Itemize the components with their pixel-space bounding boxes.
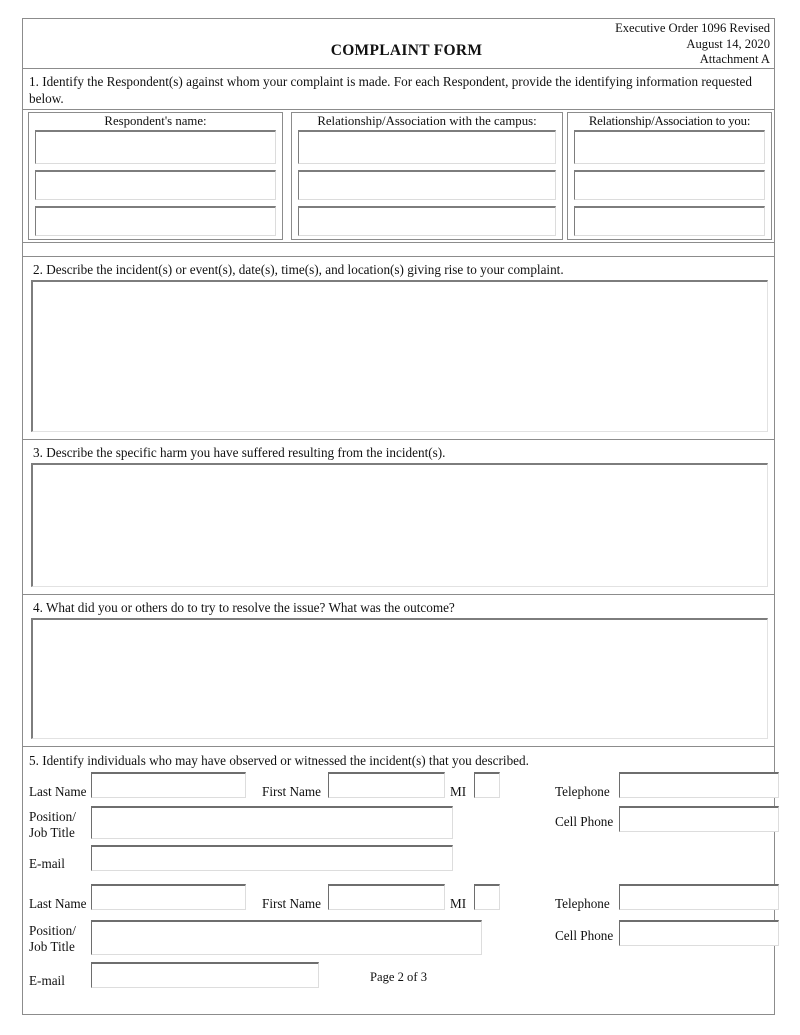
witness-2-first-name-label: First Name [262, 896, 321, 911]
campus-relationship-input-3[interactable] [298, 206, 556, 236]
witness-2-telephone-input[interactable] [619, 884, 779, 910]
witness-1-position-input[interactable] [91, 806, 453, 839]
witness-1-mi-input[interactable] [474, 772, 500, 798]
your-relationship-header-label: Relationship/Association to you: [588, 114, 751, 128]
witness-2-telephone-label: Telephone [555, 896, 610, 911]
witness-1-cell-phone-input[interactable] [619, 806, 779, 832]
respondent-column-your-relationship [567, 112, 772, 240]
witness-1-telephone-input[interactable] [619, 772, 779, 798]
question-3-text: 3. Describe the specific harm you have suffered resulting from the incident(s). [33, 445, 446, 460]
footer-page-number: Page 2 of 3 [369, 970, 427, 984]
page-title: COMPLAINT FORM [330, 42, 483, 59]
witness-1-cell-phone-label: Cell Phone [555, 814, 614, 829]
question-2-answer-input[interactable] [31, 280, 768, 432]
respondent-column-campus-relationship [291, 112, 563, 240]
witness-2-last-name-input[interactable] [91, 884, 246, 910]
witness-1-first-name-input[interactable] [328, 772, 445, 798]
respondent-name-header [29, 113, 282, 129]
witness-2-position-label-line1: Position/ [29, 923, 76, 938]
campus-relationship-header [292, 113, 562, 129]
witness-1-telephone-label: Telephone [555, 784, 610, 799]
witness-2-position-label [29, 923, 76, 955]
section-divider-1 [23, 243, 774, 257]
your-relationship-input-1[interactable] [574, 130, 765, 164]
header-line-attachment: Attachment A [699, 52, 770, 67]
respondent-column-name [28, 112, 283, 240]
question-2-band [23, 257, 774, 440]
question-3-answer-input[interactable] [31, 463, 768, 587]
witness-2-name-row [23, 883, 774, 918]
witness-1-email-row [23, 845, 774, 883]
question-4-answer-input[interactable] [31, 618, 768, 739]
witness-1-first-name-label: First Name [262, 784, 321, 799]
your-relationship-header [568, 113, 771, 129]
document-page [22, 18, 775, 1015]
question-5-band [23, 747, 774, 1000]
witness-2-last-name-label: Last Name [29, 896, 87, 911]
your-relationship-input-2[interactable] [574, 170, 765, 200]
question-1-text: 1. Identify the Respondent(s) against whom your complaint is made. For each Respondent, provide the identifying information requested below. [29, 74, 752, 106]
respondent-grid [23, 110, 774, 242]
witness-2-email-label: E-mail [29, 973, 65, 988]
question-4-text: 4. What did you or others do to try to resolve the issue? What was the outcome? [33, 600, 455, 615]
header-metadata [615, 21, 770, 68]
witness-1-mi-label: MI [450, 784, 467, 799]
witness-1-position-row [23, 805, 774, 845]
witness-1-position-label [29, 809, 76, 841]
respondent-name-input-2[interactable] [35, 170, 276, 200]
question-1-answer-band [23, 110, 774, 243]
witness-2-first-name-input[interactable] [328, 884, 445, 910]
witness-1-position-label-line2: Job Title [29, 825, 75, 840]
witness-1-last-name-input[interactable] [91, 772, 246, 798]
witness-2-position-input[interactable] [91, 920, 482, 955]
witness-2-position-label-line2: Job Title [29, 939, 75, 954]
header-line-executive-order: Executive Order 1096 Revised [615, 21, 770, 35]
campus-relationship-input-2[interactable] [298, 170, 556, 200]
campus-relationship-input-1[interactable] [298, 130, 556, 164]
witness-2-cell-phone-input[interactable] [619, 920, 779, 946]
document-header [23, 19, 774, 69]
question-1-prompt-band [23, 69, 774, 110]
respondent-name-header-label: Respondent's name: [104, 114, 207, 128]
witness-1-email-label: E-mail [29, 856, 65, 871]
witness-2-position-row [23, 918, 774, 960]
question-4-band [23, 595, 774, 747]
question-2-text: 2. Describe the incident(s) or event(s), date(s), time(s), and location(s) giving rise to your complaint. [33, 262, 564, 277]
witness-1-name-row [23, 771, 774, 805]
witness-1-email-input[interactable] [91, 845, 453, 871]
witness-2-mi-input[interactable] [474, 884, 500, 910]
your-relationship-input-3[interactable] [574, 206, 765, 236]
witness-1-last-name-label: Last Name [29, 784, 87, 799]
question-3-band [23, 440, 774, 595]
witness-1-position-label-line1: Position/ [29, 809, 76, 824]
header-line-date: August 14, 2020 [686, 36, 770, 51]
campus-relationship-header-label: Relationship/Association with the campus: [317, 114, 537, 128]
respondent-name-input-3[interactable] [35, 206, 276, 236]
witness-2-cell-phone-label: Cell Phone [555, 928, 614, 943]
respondent-name-input-1[interactable] [35, 130, 276, 164]
question-5-text: 5. Identify individuals who may have observed or witnessed the incident(s) that you described. [29, 753, 529, 768]
witness-2-mi-label: MI [450, 896, 467, 911]
